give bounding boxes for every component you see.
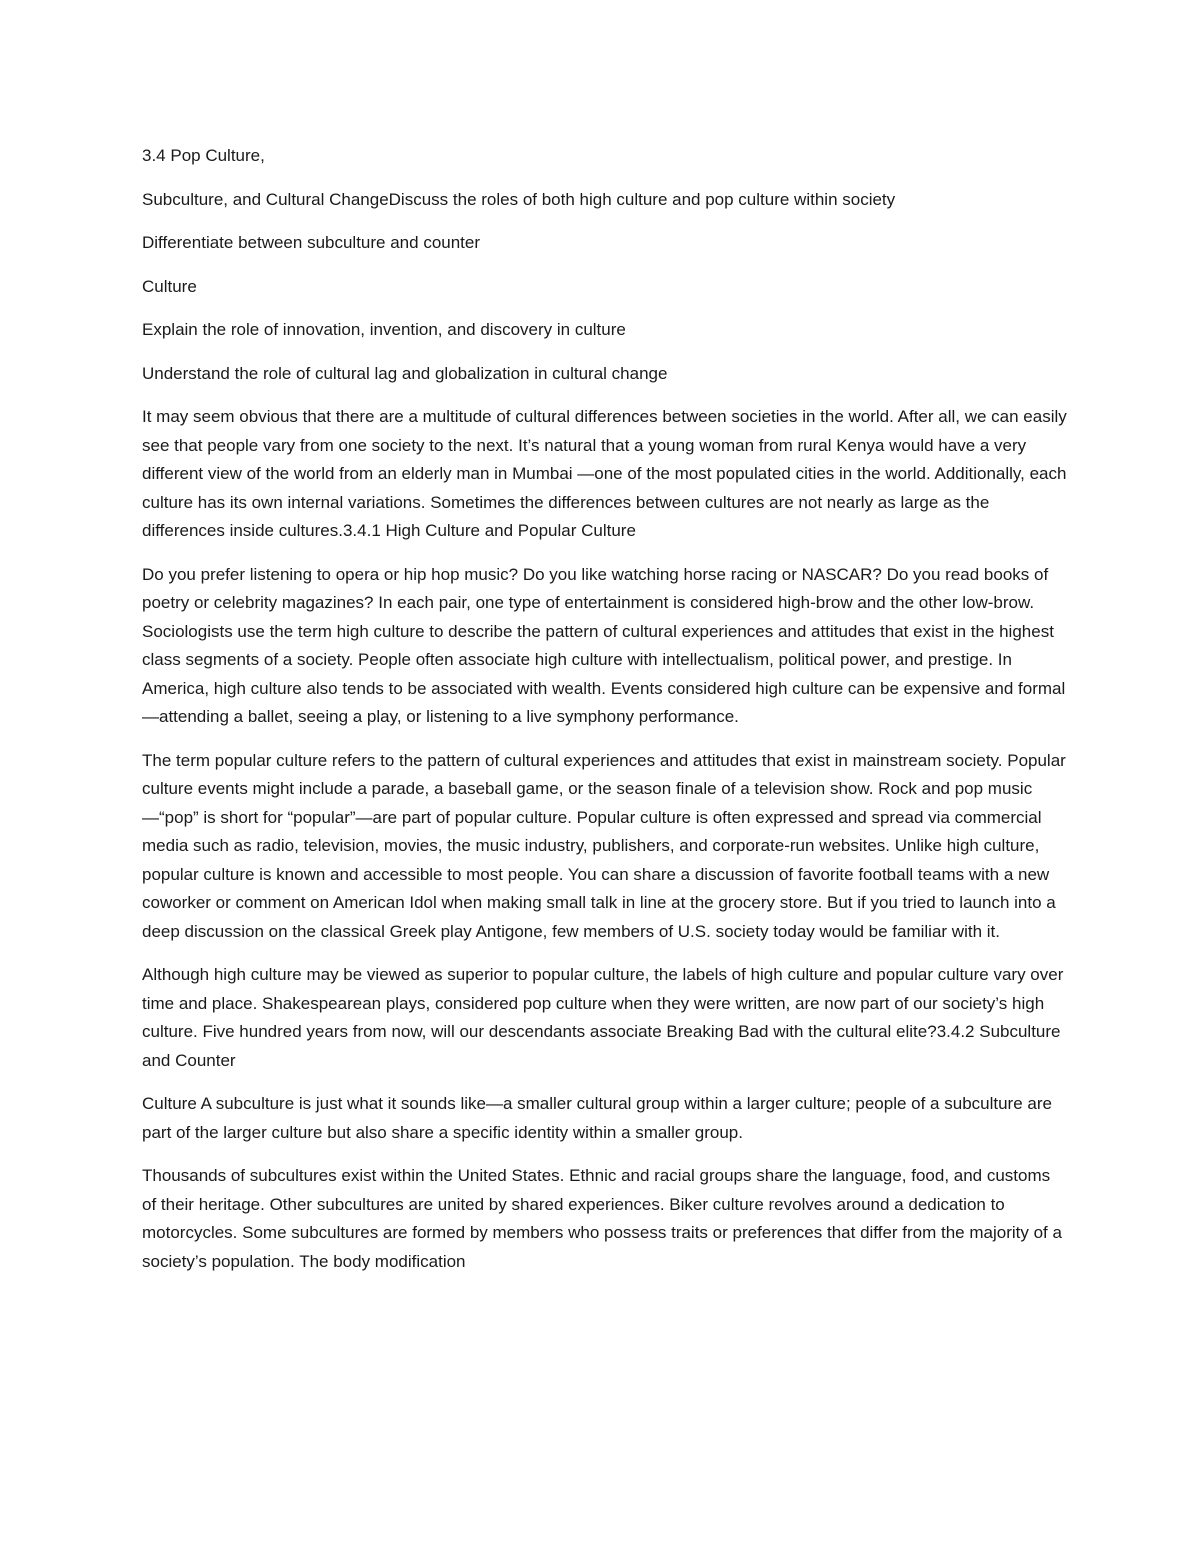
- document-body: [142, 142, 1067, 1291]
- learning-objective: Culture: [142, 276, 197, 296]
- body-paragraph: Do you prefer listening to opera or hip hop music? Do you like watching horse racing or NASCAR? Do you read books of poetry or celebrity magazines? In each pair, one type of entertainment is considered high-brow and the other low-brow. Sociologists use the term high culture to describe the pattern of cultural experiences and attitudes that exist in the highest class segments of a society. People often associate high culture with intellectualism, political power, and prestige. In America, high culture also tends to be associated with wealth. Events considered high culture can be expensive and formal—attending a ballet, seeing a play, or listening to a live symphony performance.: [142, 564, 1066, 726]
- learning-objective: Differentiate between subculture and counter: [142, 233, 481, 252]
- body-paragraph: The term popular culture refers to the pattern of cultural experiences and attitudes that exist in mainstream society. Popular culture events might include a parade, a baseball game, or the season finale of a television show. Rock and pop music—“pop” is short for “popular”—are part of popular culture. Popular culture is often expressed and spread via commercial media such as radio, television, movies, the music industry, publishers, and corporate-run websites. Unlike high culture, popular culture is known and accessible to most people. You can share a discussion of favorite football teams with a new coworker or comment on American Idol when making small talk in line at the grocery store. But if you tried to launch into a deep discussion on the classical Greek play Antigone, few members of U.S. society today would be familiar with it.: [142, 750, 1066, 941]
- body-paragraph: It may seem obvious that there are a multitude of cultural differences between societies in the world. After all, we can easily see that people vary from one society to the next. It’s natural that a young woman from rural Kenya would have a very different view of the world from an elderly man in Mumbai —one of the most populated cities in the world. Additionally, each culture has its own internal variations. Sometimes the differences between cultures are not nearly as large as the differences inside cultures.3.4.1 High Culture and Popular Culture: [142, 407, 1067, 540]
- learning-objective: Explain the role of innovation, invention, and discovery in culture: [142, 320, 626, 339]
- section-heading: 3.4 Pop Culture,: [142, 146, 265, 165]
- body-paragraph: Although high culture may be viewed as superior to popular culture, the labels of high culture and popular culture vary over time and place. Shakespearean plays, considered pop culture when they were written, are now part of our society’s high culture. Five hundred years from now, will our descendants associate Breaking Bad with the cultural elite?3.4.2 Subculture and Counter: [142, 965, 1064, 1070]
- body-paragraph: Thousands of subcultures exist within the United States. Ethnic and racial groups share the language, food, and customs of their heritage. Other subcultures are united by shared experiences. Biker culture revolves around a dedication to motorcycles. Some subcultures are formed by members who possess traits or preferences that differ from the majority of a society’s population. The body modification: [142, 1166, 1062, 1271]
- body-paragraph: Culture A subculture is just what it sounds like—a smaller cultural group within a larger culture; people of a subculture are part of the larger culture but also share a specific identity within a smaller group.: [142, 1094, 1052, 1142]
- learning-objective: Subculture, and Cultural ChangeDiscuss the roles of both high culture and pop culture within society: [142, 189, 896, 209]
- learning-objective: Understand the role of cultural lag and globalization in cultural change: [142, 363, 668, 383]
